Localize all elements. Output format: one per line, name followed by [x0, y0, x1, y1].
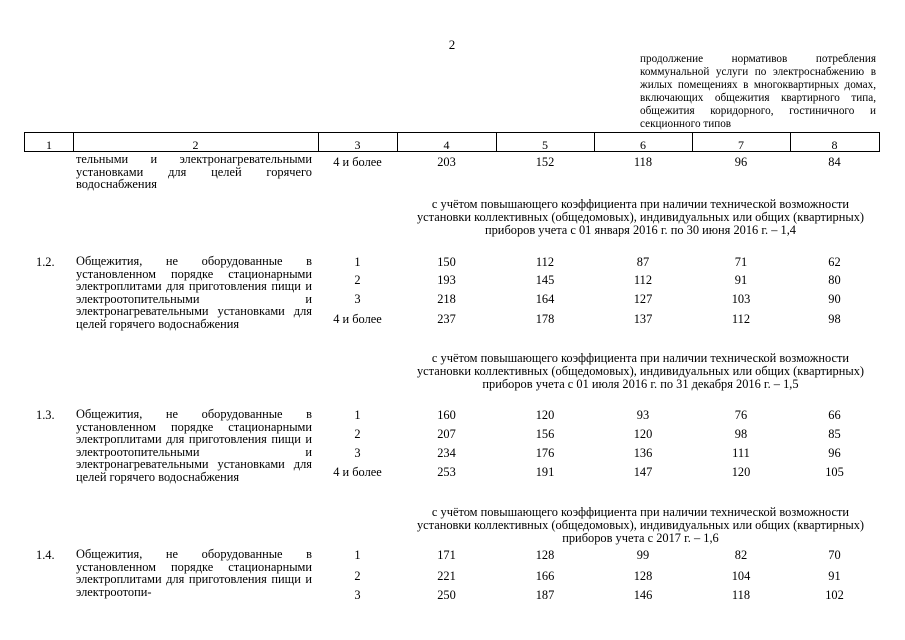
- table-cell-value: 91: [734, 273, 748, 287]
- table-cell-value: 90: [828, 292, 841, 306]
- table-cell-value: 111: [732, 446, 750, 460]
- table-cell-rooms: 3: [354, 292, 361, 306]
- table-cell-rooms: 2: [354, 569, 361, 583]
- table-cell-rooms: 1: [354, 255, 361, 269]
- table-cell-value: 136: [633, 446, 653, 460]
- table-cell-value: 221: [437, 569, 456, 583]
- table-cell-rooms: 1: [354, 408, 361, 422]
- table-cell-value: 166: [535, 569, 555, 583]
- table-cell-rooms: 3: [354, 588, 361, 602]
- table-cell-value: 250: [437, 588, 456, 602]
- table-cell-value: 234: [437, 446, 456, 460]
- coefficient-note: с учётом повышающего коэффициента при наличии технической возможности установки коллективных (общедомовых), индивидуальных или общих (квартирных) приборов учета с 01 июля 2016 г. по 31 декабря 2016 г. – 1,5: [416, 351, 865, 391]
- table-cell-value: 178: [535, 312, 555, 326]
- table-cell-rooms: 1: [354, 548, 361, 562]
- table-cell-value: 98: [734, 427, 748, 441]
- table-cell-value: 85: [828, 427, 841, 441]
- table-cell-value: 105: [825, 465, 844, 479]
- table-cell-value: 253: [437, 465, 456, 479]
- table-cell-value: 102: [825, 588, 844, 602]
- table-cell-value: 66: [828, 408, 841, 422]
- table-cell-value: 137: [633, 312, 653, 326]
- header-divider: [879, 132, 880, 152]
- header-col-1: 1: [46, 138, 52, 152]
- section-number: 1.2.: [36, 255, 55, 269]
- header-col-6: 6: [640, 138, 646, 152]
- continuation-caption: продолжение нормативов потребления коммунальной услуги по электроснабжению в жилых помещениях в многоквартирных домах, включающих общежития квартирного типа, общежития коридорного, гостиничного и секционного типов: [640, 53, 876, 130]
- carry-over-rooms: 4 и более: [333, 155, 382, 169]
- table-cell-value: 207: [437, 427, 456, 441]
- table-cell-value: 176: [535, 446, 555, 460]
- carry-over-value: 84: [828, 155, 841, 169]
- header-col-5: 5: [542, 138, 548, 152]
- header-top-border: [24, 132, 880, 133]
- table-cell-value: 71: [734, 255, 748, 269]
- table-cell-value: 104: [731, 569, 751, 583]
- table-cell-value: 91: [828, 569, 841, 583]
- table-cell-value: 128: [633, 569, 653, 583]
- table-cell-value: 112: [633, 273, 653, 287]
- table-cell-value: 103: [731, 292, 751, 306]
- table-cell-value: 70: [828, 548, 841, 562]
- table-cell-value: 145: [535, 273, 555, 287]
- table-cell-value: 96: [828, 446, 841, 460]
- table-cell-value: 191: [535, 465, 555, 479]
- table-cell-value: 120: [633, 427, 653, 441]
- table-cell-value: 87: [636, 255, 650, 269]
- table-cell-value: 160: [437, 408, 456, 422]
- carry-over-value: 152: [535, 155, 555, 169]
- table-cell-rooms: 3: [354, 446, 361, 460]
- coefficient-note: с учётом повышающего коэффициента при наличии технической возможности установки коллективных (общедомовых), индивидуальных или общих (квартирных) приборов учета с 01 января 2016 г. по 30 июня 2016 г. – 1,4: [416, 197, 865, 237]
- carry-over-value: 203: [437, 155, 456, 169]
- table-cell-value: 128: [535, 548, 555, 562]
- table-cell-value: 187: [535, 588, 555, 602]
- section-number: 1.3.: [36, 408, 55, 422]
- table-cell-value: 82: [734, 548, 748, 562]
- table-cell-value: 80: [828, 273, 841, 287]
- table-cell-value: 76: [734, 408, 748, 422]
- table-cell-value: 146: [633, 588, 653, 602]
- table-cell-value: 118: [731, 588, 751, 602]
- table-cell-rooms: 2: [354, 427, 361, 441]
- coefficient-note: с учётом повышающего коэффициента при наличии технической возможности установки коллективных (общедомовых), индивидуальных или общих (квартирных) приборов учета с 2017 г. – 1,6: [416, 505, 865, 545]
- table-cell-value: 171: [437, 548, 456, 562]
- table-cell-value: 93: [636, 408, 650, 422]
- table-cell-value: 156: [535, 427, 555, 441]
- section-description: Общежития, не оборудованные в установленном порядке стационарными электроплитами для приготовления пищи и электроотопительными и электронагревательными установками для целей горячего водоснабжения: [76, 407, 312, 484]
- table-cell-value: 99: [636, 548, 650, 562]
- table-cell-rooms: 4 и более: [333, 312, 382, 326]
- section-number: 1.4.: [36, 548, 55, 562]
- carry-over-value: 96: [734, 155, 748, 169]
- header-col-3: 3: [354, 138, 361, 152]
- section-description: Общежития, не оборудованные в установленном порядке стационарными электроплитами для приготовления пищи и электроотопи-: [76, 547, 312, 599]
- table-cell-value: 164: [535, 292, 555, 306]
- table-cell-rooms: 2: [354, 273, 361, 287]
- table-cell-value: 127: [633, 292, 653, 306]
- carry-over-description: тельными и электронагревательными установками для целей горячего водоснабжения: [76, 152, 312, 192]
- table-cell-value: 112: [535, 255, 555, 269]
- header-col-4: 4: [443, 138, 450, 152]
- table-cell-value: 218: [437, 292, 456, 306]
- header-col-7: 7: [738, 138, 744, 152]
- table-cell-rooms: 4 и более: [333, 465, 382, 479]
- table-cell-value: 147: [633, 465, 653, 479]
- header-col-8: 8: [831, 138, 838, 152]
- section-description: Общежития, не оборудованные в установленном порядке стационарными электроплитами для приготовления пищи и электроотопительными и электронагревательными установками для целей горячего водоснабжения: [76, 254, 312, 331]
- page-number: 2: [448, 37, 456, 52]
- table-cell-value: 120: [535, 408, 555, 422]
- header-col-2: 2: [192, 138, 199, 152]
- table-cell-value: 98: [828, 312, 841, 326]
- table-cell-value: 112: [731, 312, 751, 326]
- table-cell-value: 62: [828, 255, 841, 269]
- table-cell-value: 120: [731, 465, 751, 479]
- table-cell-value: 193: [437, 273, 456, 287]
- carry-over-value: 118: [633, 155, 653, 169]
- table-cell-value: 237: [437, 312, 456, 326]
- table-cell-value: 150: [437, 255, 456, 269]
